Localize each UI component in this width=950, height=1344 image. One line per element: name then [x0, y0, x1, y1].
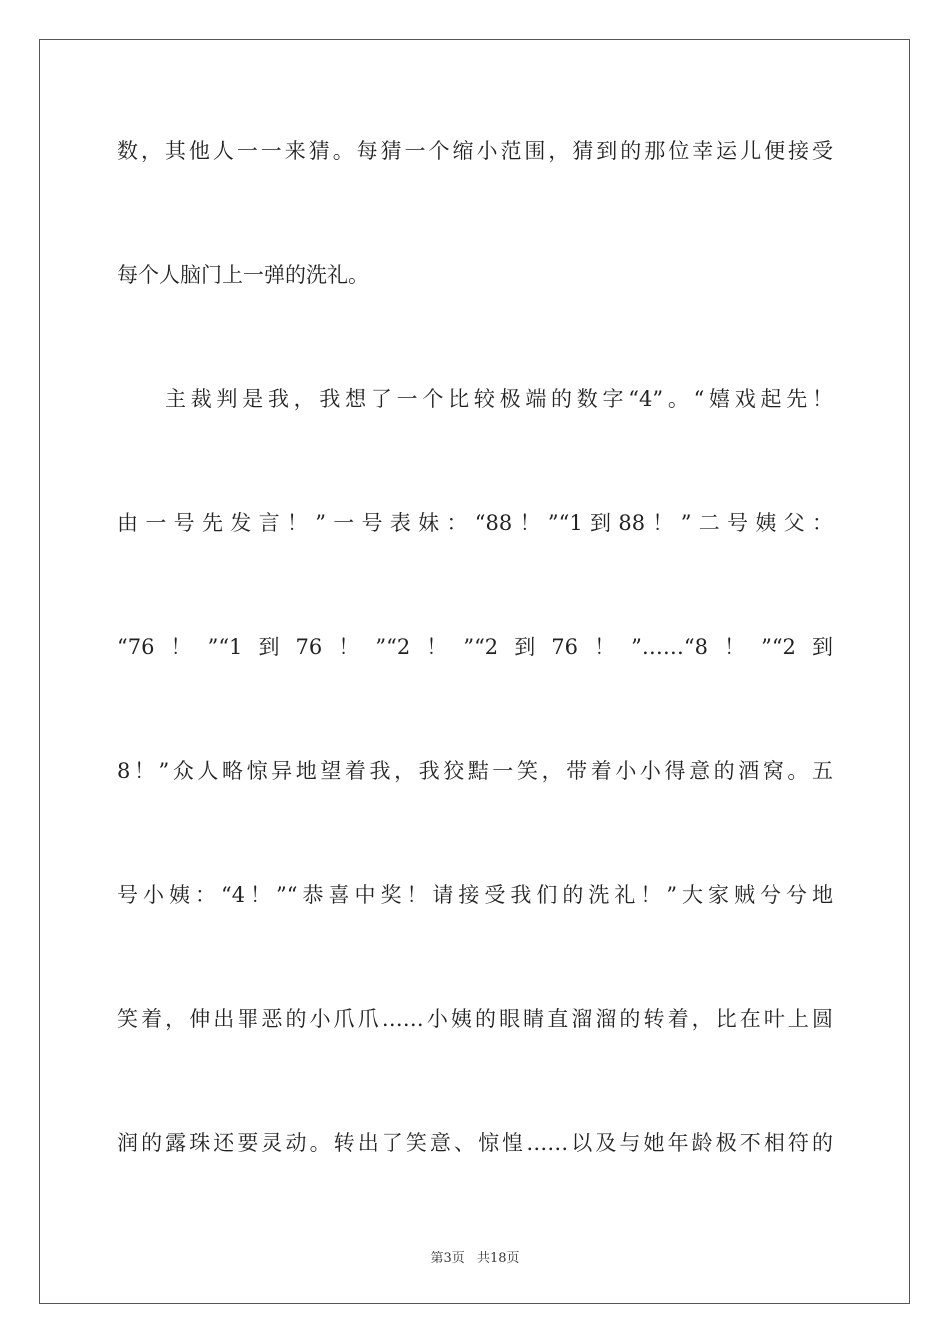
text-line-4: 由一号先发言！”一号表妹：“88！”“1到88！”二号姨父：	[117, 511, 833, 535]
text-line-5: “76！”“1到76！”“2！”“2到76！”……“8！”“2到	[117, 635, 833, 659]
page-total: 共18页	[476, 1251, 520, 1266]
text-line-6: 8！”众人略惊异地望着我，我狡黠一笑，带着小小得意的酒窝。五	[117, 759, 833, 783]
page-border	[39, 39, 910, 1304]
text-line-9: 润的露珠还要灵动。转出了笑意、惊惶……以及与她年龄极不相符的	[117, 1131, 833, 1155]
page-footer	[0, 1247, 950, 1266]
text-line-7: 号小姨：“4！”“恭喜中奖！请接受我们的洗礼！”大家贼兮兮地	[117, 883, 833, 907]
text-line-3: 主裁判是我，我想了一个比较极端的数字“4”。“嬉戏起先！	[165, 387, 833, 411]
text-line-8: 笑着，伸出罪恶的小爪爪……小姨的眼睛直溜溜的转着，比在叶上圆	[117, 1007, 833, 1031]
text-line-1: 数，其他人一一来猜。每猜一个缩小范围，猜到的那位幸运儿便接受	[117, 139, 833, 163]
text-line-2: 每个人脑门上一弹的洗礼。	[117, 263, 369, 287]
page-number: 第3页	[430, 1251, 465, 1266]
